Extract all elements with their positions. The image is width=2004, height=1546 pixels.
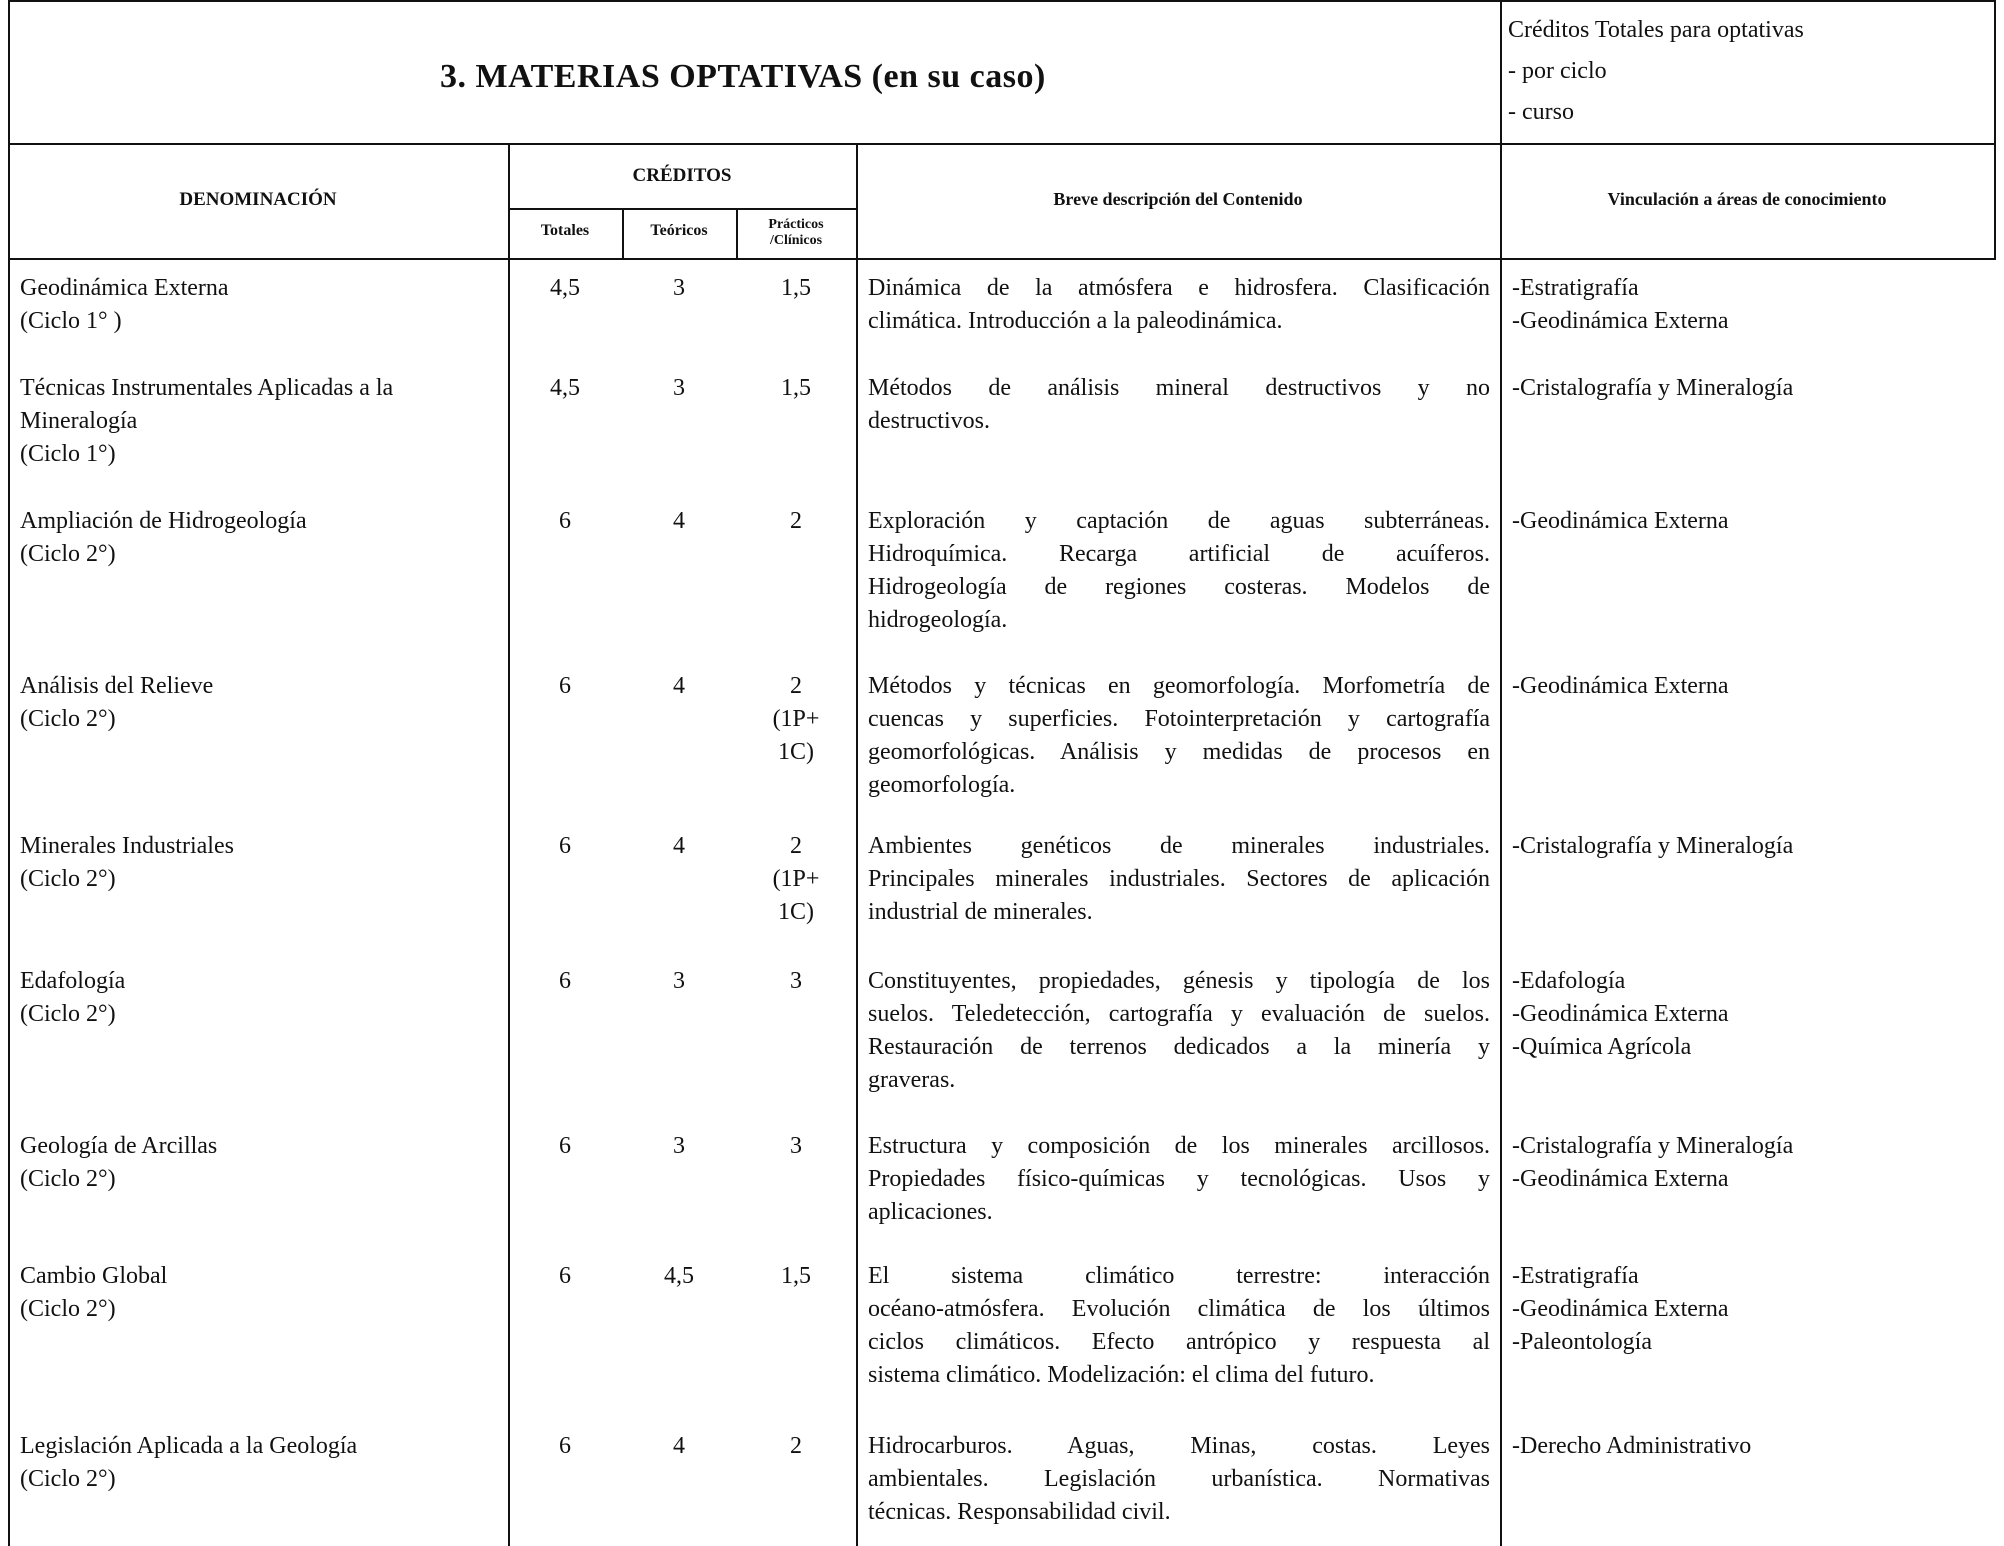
creditos-practicos-line: 1,5	[781, 1263, 811, 1289]
descripcion-line: Ambientes genéticos de minerales industriales.	[868, 833, 1490, 859]
descripcion-line: Dinámica de la atmósfera e hidrosfera. Clasificación	[868, 275, 1490, 301]
materia-name-line: (Ciclo 2°)	[20, 706, 116, 732]
creditos-totales: 6	[559, 673, 571, 699]
right-border	[1994, 0, 1996, 258]
vinculacion-areas	[1512, 272, 1982, 338]
creditos-totales: 6	[559, 833, 571, 859]
creditos-totales: 6	[559, 1263, 571, 1289]
descripcion-line: destructivos.	[868, 408, 990, 434]
materia-name	[20, 670, 500, 736]
creditos-practicos	[736, 1430, 856, 1463]
descripcion-line: Principales minerales industriales. Sectores de aplicación	[868, 866, 1490, 892]
descripcion-line: océano-atmósfera. Evolución climática de los últimos	[868, 1296, 1490, 1322]
creditos-practicos-line: (1P+	[772, 706, 820, 732]
descripcion-contenido	[868, 272, 1490, 338]
materia-name-line: (Ciclo 2°)	[20, 1296, 116, 1322]
materia-name	[20, 830, 500, 896]
creditos-teoricos: 4	[673, 673, 685, 699]
descripcion-contenido	[868, 965, 1490, 1097]
descripcion-line: suelos. Teledetección, cartografía y evaluación de suelos.	[868, 1001, 1490, 1027]
creditos-totales: 6	[559, 1133, 571, 1159]
creditos-teoricos: 3	[673, 375, 685, 401]
header-practicos: Prácticos /Clínicos	[768, 217, 824, 248]
vinculacion-areas-line: -Geodinámica Externa	[1512, 1001, 1729, 1027]
descripcion-contenido	[868, 372, 1490, 438]
materia-name-line: Geología de Arcillas	[20, 1133, 218, 1159]
creditos-divider	[508, 208, 856, 210]
descripcion-line: Métodos y técnicas en geomorfología. Morfometría de	[868, 673, 1490, 699]
materia-name	[20, 965, 500, 1031]
descripcion-line: industrial de minerales.	[868, 899, 1093, 925]
vinculacion-areas-line: -Geodinámica Externa	[1512, 508, 1729, 534]
materia-name-line: (Ciclo 1° )	[20, 308, 122, 334]
materia-name-line: Edafología	[20, 968, 126, 994]
descripcion-contenido	[868, 670, 1490, 802]
vinculacion-areas-line: -Cristalografía y Mineralogía	[1512, 1133, 1794, 1159]
vinculacion-areas-line: -Cristalografía y Mineralogía	[1512, 375, 1794, 401]
creditos-totales: 4,5	[550, 375, 580, 401]
creditos-practicos-line: 3	[790, 1133, 802, 1159]
creditos-practicos-line: 2	[790, 508, 802, 534]
header-totales: Totales	[540, 222, 590, 239]
materia-name-line: (Ciclo 2°)	[20, 1001, 116, 1027]
vinculacion-areas-line: -Geodinámica Externa	[1512, 1296, 1729, 1322]
top-border	[8, 0, 1996, 2]
creditos-practicos	[736, 505, 856, 538]
descripcion-line: Constituyentes, propiedades, génesis y tipología de los	[868, 968, 1490, 994]
creditos-practicos	[736, 372, 856, 405]
materia-name-line: (Ciclo 2°)	[20, 1466, 116, 1492]
materia-name	[20, 272, 500, 338]
materia-name-line: Técnicas Instrumentales Aplicadas a la	[20, 375, 394, 401]
descripcion-contenido	[868, 505, 1490, 637]
col-areas-border	[1500, 0, 1502, 1546]
creditos-practicos-line: 1,5	[781, 275, 811, 301]
creditos-totales: 6	[559, 508, 571, 534]
descripcion-line: Propiedades físico-químicas y tecnológicas. Usos y	[868, 1166, 1490, 1192]
descripcion-line: Restauración de terrenos dedicados a la minería y	[868, 1034, 1490, 1060]
header-teoricos: Teóricos	[650, 222, 708, 239]
descripcion-line: aplicaciones.	[868, 1199, 993, 1225]
left-border	[8, 0, 10, 1546]
vinculacion-areas-line: -Derecho Administrativo	[1512, 1433, 1752, 1459]
descripcion-line: técnicas. Responsabilidad civil.	[868, 1499, 1171, 1525]
materia-name-line: Ampliación de Hidrogeología	[20, 508, 307, 534]
creditos-practicos-line: 1,5	[781, 375, 811, 401]
vinculacion-areas	[1512, 965, 1982, 1064]
descripcion-line: Estructura y composición de los minerales arcillosos.	[868, 1133, 1490, 1159]
materia-name-line: (Ciclo 2°)	[20, 1166, 116, 1192]
vinculacion-areas	[1512, 1260, 1982, 1359]
creditos-totales-optativas: Créditos Totales para optativas - por ciclo - curso	[1508, 17, 1804, 125]
creditos-practicos	[736, 1130, 856, 1163]
materia-name-line: (Ciclo 2°)	[20, 541, 116, 567]
creditos-practicos-line: 1C)	[778, 899, 814, 925]
descripcion-line: Métodos de análisis mineral destructivos y no	[868, 375, 1490, 401]
header-creditos: CRÉDITOS	[632, 165, 732, 186]
descripcion-line: sistema climático. Modelización: el clima del futuro.	[868, 1362, 1375, 1388]
descripcion-contenido	[868, 1430, 1490, 1529]
materia-name-line: (Ciclo 1°)	[20, 441, 116, 467]
creditos-teoricos: 3	[673, 1133, 685, 1159]
creditos-practicos-line: 1C)	[778, 739, 814, 765]
materia-name	[20, 1260, 500, 1326]
col-desc-border	[856, 143, 858, 1546]
descripcion-line: climática. Introducción a la paleodinámica.	[868, 308, 1283, 334]
creditos-teoricos: 4	[673, 508, 685, 534]
header-vinculacion: Vinculación a áreas de conocimiento	[1607, 189, 1887, 209]
vinculacion-areas-line: -Cristalografía y Mineralogía	[1512, 833, 1794, 859]
descripcion-line: hidrogeología.	[868, 607, 1008, 633]
creditos-totales: 6	[559, 1433, 571, 1459]
materia-name-line: Análisis del Relieve	[20, 673, 214, 699]
creditos-practicos	[736, 1260, 856, 1293]
materia-name-line: Geodinámica Externa	[20, 275, 229, 301]
descripcion-line: Hidroquímica. Recarga artificial de acuíferos.	[868, 541, 1490, 567]
vinculacion-areas-line: -Química Agrícola	[1512, 1034, 1692, 1060]
creditos-practicos-line: 3	[790, 968, 802, 994]
creditos-teoricos: 3	[673, 275, 685, 301]
descripcion-line: geomorfología.	[868, 772, 1016, 798]
title-bottom-border	[8, 143, 1996, 145]
creditos-practicos-line: 2	[790, 1433, 802, 1459]
descripcion-line: cuencas y superficies. Fotointerpretación y cartografía	[868, 706, 1490, 732]
header-bottom-border	[8, 258, 1996, 260]
vinculacion-areas	[1512, 1430, 1982, 1463]
descripcion-line: Hidrocarburos. Aguas, Minas, costas. Leyes	[868, 1433, 1490, 1459]
creditos-practicos	[736, 830, 856, 929]
descripcion-line: Hidrogeología de regiones costeras. Modelos de	[868, 574, 1490, 600]
descripcion-line: graveras.	[868, 1067, 956, 1093]
vinculacion-areas-line: -Edafología	[1512, 968, 1626, 994]
vinculacion-areas	[1512, 1130, 1982, 1196]
creditos-teoricos: 4	[673, 1433, 685, 1459]
descripcion-line: Exploración y captación de aguas subterráneas.	[868, 508, 1490, 534]
creditos-practicos-line: 2	[790, 673, 802, 699]
creditos-practicos	[736, 670, 856, 769]
materia-name	[20, 372, 500, 471]
descripcion-line: ciclos climáticos. Efecto antrópico y respuesta al	[868, 1329, 1490, 1355]
vinculacion-areas-line: -Geodinámica Externa	[1512, 308, 1729, 334]
header-descripcion: Breve descripción del Contenido	[1053, 189, 1303, 209]
materia-name-line: (Ciclo 2°)	[20, 866, 116, 892]
creditos-totales: 4,5	[550, 275, 580, 301]
vinculacion-areas-line: -Estratigrafía	[1512, 275, 1639, 301]
materia-name	[20, 505, 500, 571]
vinculacion-areas	[1512, 505, 1982, 538]
descripcion-contenido	[868, 1260, 1490, 1392]
vinculacion-areas-line: -Geodinámica Externa	[1512, 673, 1729, 699]
vinculacion-areas-line: -Paleontología	[1512, 1329, 1652, 1355]
header-denominacion: DENOMINACIÓN	[179, 189, 337, 210]
creditos-practicos-line: 2	[790, 833, 802, 859]
materia-name-line: Cambio Global	[20, 1263, 168, 1289]
descripcion-line: geomorfológicas. Análisis y medidas de procesos en	[868, 739, 1490, 765]
materia-name-line: Mineralogía	[20, 408, 138, 434]
creditos-practicos	[736, 272, 856, 305]
descripcion-line: El sistema climático terrestre: interacción	[868, 1263, 1490, 1289]
descripcion-contenido	[868, 830, 1490, 929]
materia-name	[20, 1130, 500, 1196]
creditos-totales: 6	[559, 968, 571, 994]
materia-name-line: Minerales Industriales	[20, 833, 234, 859]
materia-name-line: Legislación Aplicada a la Geología	[20, 1433, 358, 1459]
creditos-practicos-line: (1P+	[772, 866, 820, 892]
descripcion-line: ambientales. Legislación urbanística. Normativas	[868, 1466, 1490, 1492]
creditos-practicos	[736, 965, 856, 998]
vinculacion-areas	[1512, 830, 1982, 863]
vinculacion-areas	[1512, 372, 1982, 405]
vinculacion-areas-line: -Estratigrafía	[1512, 1263, 1639, 1289]
vinculacion-areas-line: -Geodinámica Externa	[1512, 1166, 1729, 1192]
page-title: 3. MATERIAS OPTATIVAS (en su caso)	[440, 58, 1046, 95]
materia-name	[20, 1430, 500, 1496]
creditos-teoricos: 4,5	[664, 1263, 694, 1289]
creditos-teoricos: 4	[673, 833, 685, 859]
creditos-teoricos: 3	[673, 968, 685, 994]
descripcion-contenido	[868, 1130, 1490, 1229]
vinculacion-areas	[1512, 670, 1982, 703]
